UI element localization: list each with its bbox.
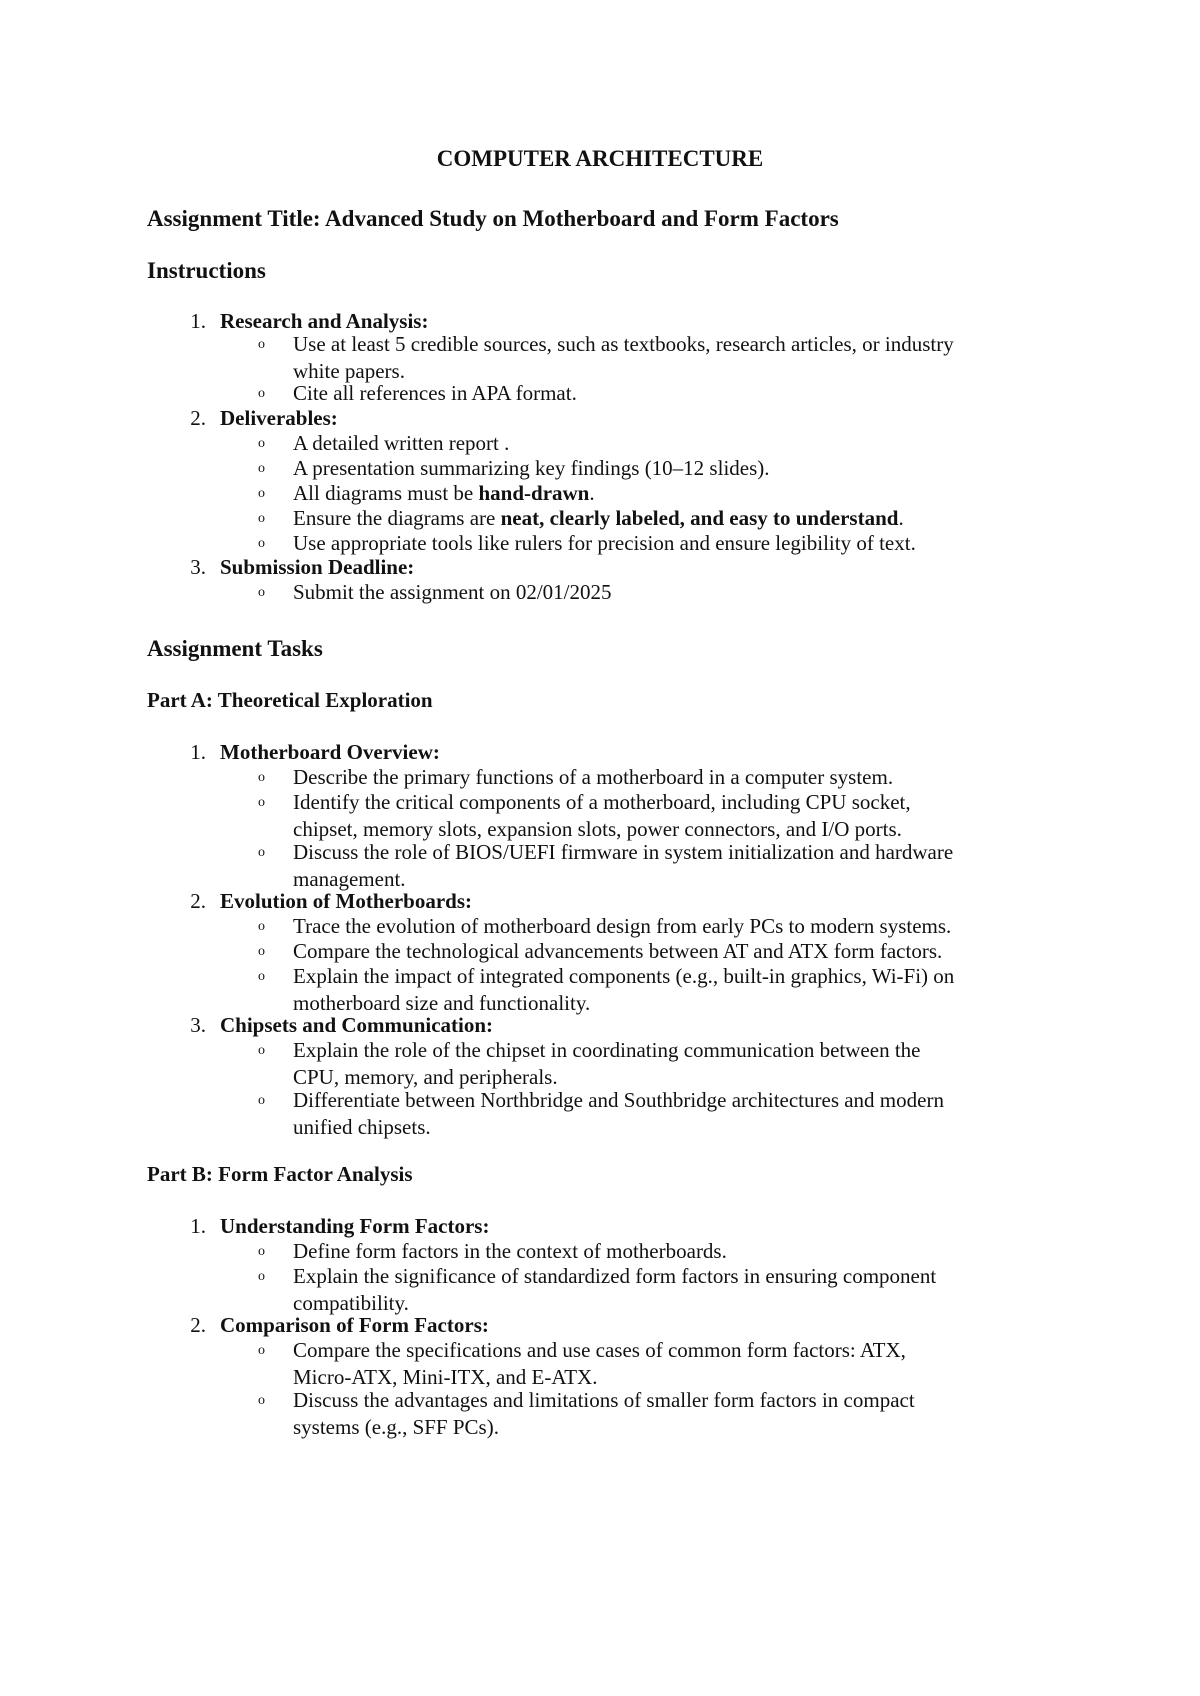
bullet-marker: o [258, 536, 265, 551]
bullet-text: Discuss the advantages and limitations of smaller form factors in compact systems (e.g., SFF PCs). [293, 1388, 915, 1439]
bullet-text: Ensure the diagrams are neat, clearly labeled, and easy to understand. [293, 506, 904, 530]
bullet-marker: o [258, 1343, 265, 1358]
part-a-heading: Part A: Theoretical Exploration [147, 688, 433, 712]
bullet-marker: o [258, 436, 265, 451]
bullet-marker: o [258, 511, 265, 526]
bullet-text: Identify the critical components of a motherboard, including CPU socket, chipset, memory slots, expansion slots, power connectors, and I/O ports. [293, 790, 911, 841]
bullet-marker: o [258, 1093, 265, 1108]
list-number: 3. [190, 1013, 206, 1037]
list-number: 2. [190, 406, 206, 430]
bullet-text: A presentation summarizing key findings (10–12 slides). [293, 456, 770, 480]
bullet-marker: o [258, 337, 265, 352]
bullet-text: Use appropriate tools like rulers for precision and ensure legibility of text. [293, 531, 916, 555]
item-label-chipsets: Chipsets and Communication: [220, 1013, 494, 1037]
bullet-marker: o [258, 845, 265, 860]
bullet-marker: o [258, 585, 265, 600]
bullet-text: Use at least 5 credible sources, such as textbooks, research articles, or industry white papers. [293, 332, 954, 383]
bullet-text: Compare the technological advancements between AT and ATX form factors. [293, 939, 943, 963]
part-b-heading: Part B: Form Factor Analysis [147, 1162, 413, 1186]
item-label-evolution: Evolution of Motherboards: [220, 889, 472, 913]
item-label-comparison: Comparison of Form Factors: [220, 1313, 489, 1337]
bullet-marker: o [258, 919, 265, 934]
item-label-understanding-form-factors: Understanding Form Factors: [220, 1214, 490, 1238]
bullet-marker: o [258, 770, 265, 785]
bullet-text: Describe the primary functions of a motherboard in a computer system. [293, 765, 894, 789]
bullet-marker: o [258, 1269, 265, 1284]
item-label-research: Research and Analysis: [220, 309, 429, 333]
bullet-text: Explain the role of the chipset in coordinating communication between the CPU, memory, and peripherals. [293, 1038, 921, 1089]
bullet-text: Cite all references in APA format. [293, 381, 577, 405]
bullet-marker: o [258, 1043, 265, 1058]
bullet-marker: o [258, 1244, 265, 1259]
item-label-deliverables: Deliverables: [220, 406, 338, 430]
bullet-marker: o [258, 386, 265, 401]
list-number: 2. [190, 1313, 206, 1337]
bullet-marker: o [258, 486, 265, 501]
assignment-title: Assignment Title: Advanced Study on Motherboard and Form Factors [147, 206, 839, 231]
instructions-heading: Instructions [147, 258, 266, 283]
bullet-marker: o [258, 1393, 265, 1408]
bullet-marker: o [258, 795, 265, 810]
bullet-text: Compare the specifications and use cases of common form factors: ATX, Micro-ATX, Mini-ITX, and E-ATX. [293, 1338, 906, 1389]
list-number: 3. [190, 555, 206, 579]
bullet-marker: o [258, 969, 265, 984]
bullet-text: Explain the impact of integrated components (e.g., built-in graphics, Wi-Fi) on motherboard size and functionality. [293, 964, 955, 1015]
bullet-text: Trace the evolution of motherboard design from early PCs to modern systems. [293, 914, 952, 938]
bullet-text: Discuss the role of BIOS/UEFI firmware in system initialization and hardware management. [293, 840, 954, 891]
bullet-marker: o [258, 461, 265, 476]
bullet-text: Explain the significance of standardized form factors in ensuring component compatibility. [293, 1264, 937, 1315]
list-number: 1. [190, 740, 206, 764]
bullet-text: A detailed written report . [293, 431, 510, 455]
bullet-marker: o [258, 944, 265, 959]
item-label-deadline: Submission Deadline: [220, 555, 415, 579]
list-number: 1. [190, 309, 206, 333]
item-label-motherboard-overview: Motherboard Overview: [220, 740, 440, 764]
course-title: COMPUTER ARCHITECTURE [436, 146, 764, 171]
bullet-text: Define form factors in the context of motherboards. [293, 1239, 727, 1263]
bullet-text: Differentiate between Northbridge and Southbridge architectures and modern unified chipsets. [293, 1088, 944, 1139]
tasks-heading: Assignment Tasks [147, 636, 323, 661]
bullet-text: All diagrams must be hand-drawn. [293, 481, 595, 505]
list-number: 1. [190, 1214, 206, 1238]
bullet-text: Submit the assignment on 02/01/2025 [293, 580, 612, 604]
list-number: 2. [190, 889, 206, 913]
